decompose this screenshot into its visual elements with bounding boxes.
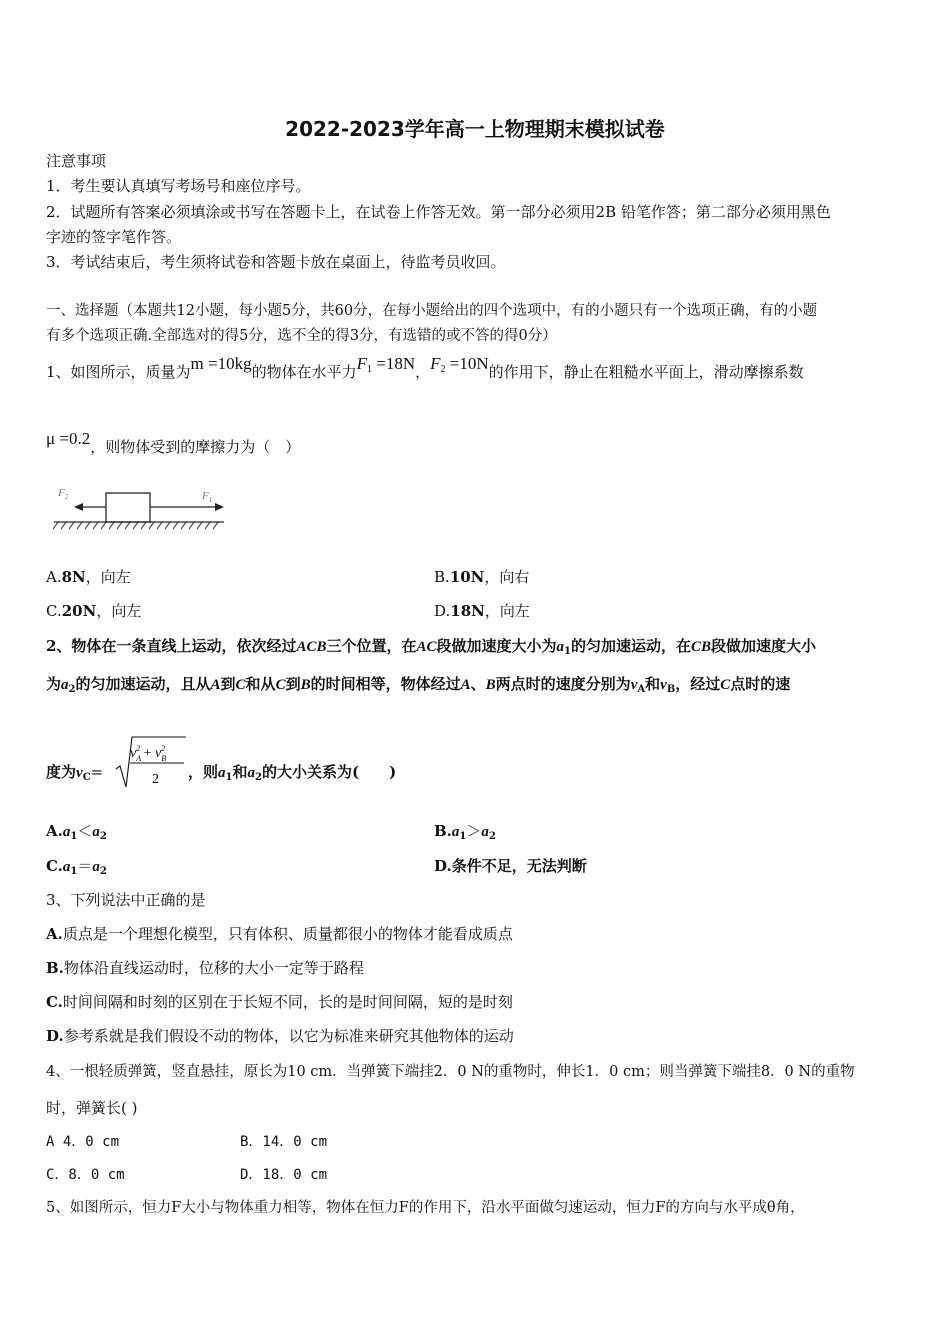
question-2-stem-formula: 度为$v_C=$ bbox=[46, 763, 104, 783]
section-instructions: 有多个选项正确.全部选对的得5分，选不全的得3分，有选错的或不答的得0分） bbox=[46, 328, 557, 344]
option-d[interactable]: D.18N，向左 bbox=[434, 602, 530, 620]
question-2-stem: 2、物体在一条直线上运动，依次经过ACB三个位置，在AC段做加速度大小为$a_1$的匀加速运动，在CB段做加速度大小 bbox=[46, 637, 817, 657]
formula-numerator: $v_A2 + v_B2$ bbox=[130, 744, 167, 763]
option-b[interactable]: B.物体沿直线运动时，位移的大小一定等于路程 bbox=[46, 959, 364, 977]
option-d[interactable]: D.条件不足，无法判断 bbox=[434, 857, 587, 875]
question-4-stem: 4、一根轻质弹簧，竖直悬挂，原长为10 cm．当弹簧下端挂2．0 N的重物时，伸长1．0 cm；则当弹簧下端挂8．0 N的重物 bbox=[46, 1064, 855, 1080]
formula-denominator: 2 bbox=[152, 772, 159, 787]
option-a[interactable]: $A.a_1<a_2$ bbox=[46, 822, 107, 842]
question-1-stem-cont: μ =0.2，则物体受到的摩擦力为（ ） bbox=[46, 429, 301, 456]
notice-item: 1．考生要认真填写考场号和座位序号。 bbox=[46, 177, 311, 195]
option-c[interactable]: C.时间间隔和时刻的区别在于长短不同，长的是时间间隔，短的是时刻 bbox=[46, 993, 513, 1011]
question-1-stem: 1、如图所示，质量为m =10kg的物体在水平力$F_1 =18N$，$F_2 =10N$的作用下，静止在粗糙水平面上，滑动摩擦系数 bbox=[46, 354, 804, 381]
notice-heading: 注意事项 bbox=[46, 152, 107, 170]
question-4-stem-cont: 时，弹簧长( ) bbox=[46, 1099, 138, 1117]
sqrt-fraction-formula bbox=[114, 733, 194, 791]
option-d[interactable]: D.参考系就是我们假设不动的物体，以它为标准来研究其他物体的运动 bbox=[46, 1027, 514, 1045]
section-instructions: 一、选择题（本题共12小题，每小题5分，共60分，在每小题给出的四个选项中，有的小题只有一个选项正确，有的小题 bbox=[46, 303, 818, 319]
option-d[interactable]: D．18．0 cm bbox=[240, 1167, 328, 1183]
f1-label: $F_1$ bbox=[202, 490, 213, 504]
option-b[interactable]: B．14．0 cm bbox=[240, 1134, 328, 1150]
block-on-surface-figure bbox=[50, 482, 230, 532]
option-a[interactable]: A.质点是一个理想化模型，只有体积、质量都很小的物体才能看成质点 bbox=[46, 925, 513, 943]
notice-item: 字迹的签字笔作答。 bbox=[46, 228, 182, 246]
notice-item: 3．考试结束后，考生须将试卷和答题卡放在桌面上，待监考员收回。 bbox=[46, 253, 506, 271]
question-2-stem-end: ，则$a_1$和$a_2$的大小关系为( ) bbox=[188, 763, 397, 783]
question-2-stem-cont: 为$a_2$的匀加速运动，且从A到C和从C到B的时间相等，物体经过A、B两点时的速度分别为$v_A$和$v_B$，经过C点时的速 bbox=[46, 675, 791, 695]
option-a[interactable]: A 4．0 cm bbox=[46, 1134, 120, 1150]
question-5-stem: 5、如图所示，恒力F大小与物体重力相等，物体在恒力F的作用下，沿水平面做匀速运动，恒力F的方向与水平成θ角， bbox=[46, 1200, 805, 1216]
option-c[interactable]: $C.a_1=a_2$ bbox=[46, 857, 107, 877]
f2-label: $F_2$ bbox=[58, 487, 69, 501]
option-b[interactable]: $B.a_1>a_2$ bbox=[434, 822, 496, 842]
notice-item: 2．试题所有答案必须填涂或书写在答题卡上，在试卷上作答无效。第一部分必须用2B 铅笔作答；第二部分必须用黑色 bbox=[46, 203, 831, 221]
question-3-stem: 3、下列说法中正确的是 bbox=[46, 891, 206, 909]
page-title: 2022-2023学年高一上物理期末模拟试卷 bbox=[285, 117, 665, 141]
option-b[interactable]: B.10N，向右 bbox=[434, 568, 530, 586]
option-c[interactable]: C.20N，向左 bbox=[46, 602, 142, 620]
option-a[interactable]: A.8N，向左 bbox=[46, 568, 131, 586]
option-c[interactable]: C．8．0 cm bbox=[46, 1167, 125, 1183]
